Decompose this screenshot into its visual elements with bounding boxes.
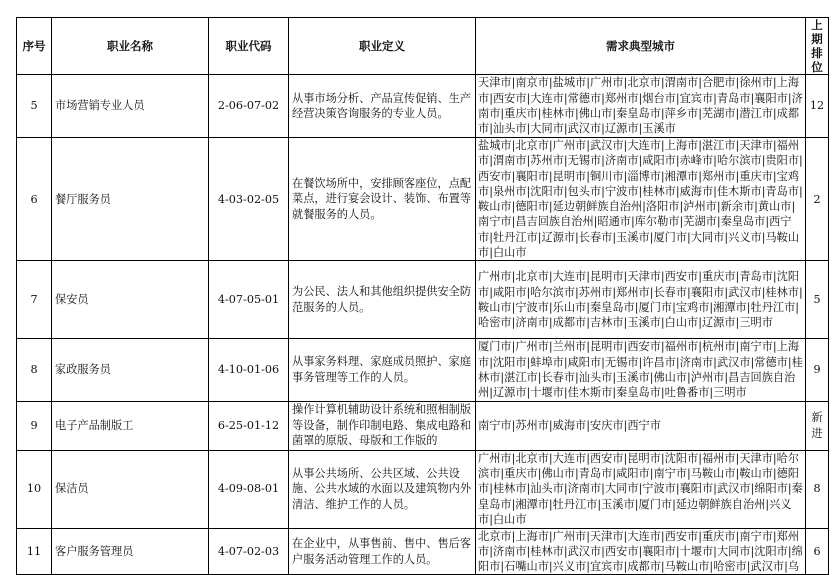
cell-cities: 天津市|南京市|盐城市|广州市|北京市|渭南市|合肥市|徐州市|上海市|西安市|大连市|常德市|郑州市|烟台市|宜宾市|青岛市|襄阳市|济南市|重庆市|桂林市|佛山市|秦皇岛市|萍乡市|芜湖市|潜江市|成都市|汕头市|大同市|武汉市|辽源市|玉溪市 <box>476 75 806 138</box>
header-num: 序号 <box>17 18 52 75</box>
table-row <box>17 138 829 261</box>
occupation-demand-table <box>16 17 829 575</box>
cell-name: 保洁员 <box>52 450 209 528</box>
cell-name: 市场营销专业人员 <box>52 75 209 138</box>
cell-cities: 广州市|北京市|大连市|西安市|昆明市|沈阳市|福州市|天津市|哈尔滨市|重庆市|佛山市|青岛市|咸阳市|南宁市|马鞍山市|鞍山市|德阳市|桂林市|汕头市|济南市|大同市|宁波市|襄阳市|武汉市|绵阳市|秦皇岛市|湘潭市|牡丹江市|玉溪市|厦门市|延边朝鲜族自治州|兴义市|白山市 <box>476 450 806 528</box>
header-cities: 需求典型城市 <box>476 18 806 75</box>
cell-rank: 9 <box>806 339 829 401</box>
cell-rank: 新进 <box>806 401 829 450</box>
table-row <box>17 261 829 339</box>
cell-rank: 12 <box>806 75 829 138</box>
cell-rank: 8 <box>806 450 829 528</box>
header-definition: 职业定义 <box>289 18 476 75</box>
cell-definition: 在餐饮场所中，安排顾客座位，点配菜点，进行宴会设计、装饰、布置等就餐服务的人员。 <box>289 138 476 261</box>
cell-cities: 盐城市|北京市|广州市|武汉市|大连市|上海市|湛江市|天津市|福州市|渭南市|苏州市|无锡市|济南市|咸阳市|赤峰市|哈尔滨市|贵阳市|西安市|襄阳市|昆明市|铜川市|淄博市|湘潭市|郑州市|重庆市|宝鸡市|泉州市|沈阳市|包头市|宁波市|桂林市|威海市|佳木斯市|青岛市|鞍山市|德阳市|延边朝鲜族自治州|洛阳市|泸州市|新余市|黄山市|南宁市|昌吉回族自治州|昭通市|库尔勒市|芜湖市|秦皇岛市|西宁市|牡丹江市|辽源市|长春市|玉溪市|厦门市|大同市|兴义市|马鞍山市|白山市 <box>476 138 806 261</box>
cell-num: 7 <box>17 261 52 339</box>
cell-name: 保安员 <box>52 261 209 339</box>
cell-name: 餐厅服务员 <box>52 138 209 261</box>
table-row <box>17 339 829 401</box>
table-row <box>17 450 829 528</box>
cell-num: 10 <box>17 450 52 528</box>
cell-code: 4-03-02-05 <box>209 138 289 261</box>
cell-code: 6-25-01-12 <box>209 401 289 450</box>
cell-cities: 广州市|北京市|大连市|昆明市|天津市|西安市|重庆市|青岛市|沈阳市|咸阳市|哈尔滨市|苏州市|郑州市|长春市|襄阳市|武汉市|桂林市|鞍山市|宁波市|乐山市|秦皇岛市|厦门市|宝鸡市|湘潭市|牡丹江市|哈密市|济南市|成都市|吉林市|玉溪市|白山市|辽源市|三明市 <box>476 261 806 339</box>
cell-definition: 从事公共场所、公共区域、公共设施、公共水域的水面以及建筑物内外清洁、维护工作的人员。 <box>289 450 476 528</box>
cell-rank: 5 <box>806 261 829 339</box>
cell-code: 4-07-02-03 <box>209 528 289 575</box>
table-row <box>17 401 829 450</box>
cell-num: 9 <box>17 401 52 450</box>
table-header-row <box>17 18 829 75</box>
cell-rank: 2 <box>806 138 829 261</box>
cell-rank: 6 <box>806 528 829 575</box>
header-code: 职业代码 <box>209 18 289 75</box>
cell-definition: 从事市场分析、产品宣传促销、生产经营决策咨询服务的专业人员。 <box>289 75 476 138</box>
cell-name: 客户服务管理员 <box>52 528 209 575</box>
cell-num: 5 <box>17 75 52 138</box>
cell-code: 4-10-01-06 <box>209 339 289 401</box>
cell-definition: 从事家务料理、家庭成员照护、家庭事务管理等工作的人员。 <box>289 339 476 401</box>
header-rank: 上期排位 <box>806 18 829 75</box>
cell-definition: 为公民、法人和其他组织提供安全防范服务的人员。 <box>289 261 476 339</box>
cell-num: 8 <box>17 339 52 401</box>
table-row <box>17 75 829 138</box>
cell-definition: 在企业中，从事售前、售中、售后客户服务活动管理工作的人员。 <box>289 528 476 575</box>
header-name: 职业名称 <box>52 18 209 75</box>
cell-num: 11 <box>17 528 52 575</box>
cell-code: 2-06-07-02 <box>209 75 289 138</box>
cell-cities: 北京市|上海市|广州市|天津市|大连市|西安市|重庆市|南宁市|郑州市|济南市|桂林市|武汉市|西安市|襄阳市|十堰市|大同市|沈阳市|绵阳市|石嘴山市|兴义市|宜宾市|成都市|马鞍山市|哈密市|武汉市|乌 <box>476 528 806 575</box>
cell-cities: 厦门市|广州市|兰州市|昆明市|西安市|福州市|杭州市|南宁市|上海市|沈阳市|蚌埠市|咸阳市|无锡市|许昌市|济南市|武汉市|常德市|桂林市|湛江市|长春市|汕头市|玉溪市|佛山市|泸州市|昌吉回族自治州|辽源市|十堰市|佳木斯市|秦皇岛市|吐鲁番市|三明市 <box>476 339 806 401</box>
cell-code: 4-07-05-01 <box>209 261 289 339</box>
cell-num: 6 <box>17 138 52 261</box>
cell-name: 电子产品制版工 <box>52 401 209 450</box>
cell-cities: 南宁市|苏州市|威海市|安庆市|西宁市 <box>476 401 806 450</box>
cell-definition: 操作计算机辅助设计系统和照相制版等设备，制作印制电路、集成电路和菌罩的原版、母版和工作版的 <box>289 401 476 450</box>
cell-name: 家政服务员 <box>52 339 209 401</box>
cell-code: 4-09-08-01 <box>209 450 289 528</box>
